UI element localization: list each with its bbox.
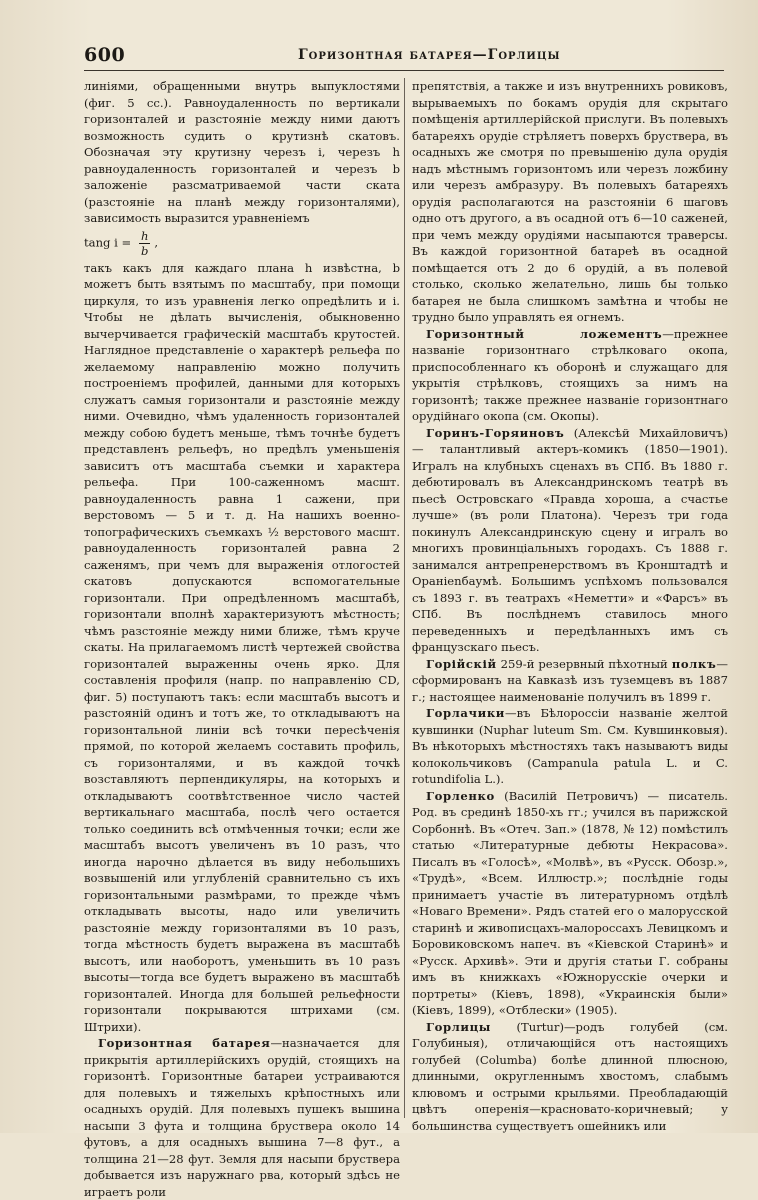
- left-paragraph-2: такъ какъ для каждаго плана h извѣстна, b можетъ быть взятымъ по масштабу, при помощи циркуля, то изъ уравненія легко опредѣлить и i. Чтобы не дѣлать вычисленія, обыкновенно вычерчивается графическій масштабъ крутостей. Наглядное представленіе о характерѣ рельефа по желаемому направленію можно получить построеніемъ профилей, данными для которыхъ служатъ самыя горизонтали и разстояніе между ними. Очевидно, чѣмъ удаленность горизонталей между собою будетъ меньше, тѣмъ точнѣе будетъ представленъ рельефъ, но предѣлъ уменьшенія зависитъ отъ масштаба съемки и характера рельефа. При 100-саженномъ масшт. равноудаленность равна 1 сажени, при верстовомъ — 5 и т. д. На нашихъ военно-топографическихъ съемкахъ ½ верстового масшт. равноудаленность горизонталей равна 2 саженямъ, при чемъ для выраженія отлогостей скатовъ допускаются вспомогательные горизонтали. При опредѣленномъ масштабѣ, горизонтали вполнѣ характеризуютъ мѣстность; чѣмъ разстояніе между ними ближе, тѣмъ круче скаты. На прилагаемомъ листѣ чертежей свойства горизонталей выраженны очень ярко. Для составленія профиля (напр. по направленію CD, фиг. 5) поступаютъ такъ: если масштабъ высотъ и разстояній одинъ и тотъ же, то откладываютъ на горизонтальной линіи всѣ точки пересѣченія прямой, по которой желаемъ составить профиль, съ горизонталями, и въ каждой точкѣ возставляютъ перпендикуляры, на которыхъ и откладываютъ соотвѣтственное число частей вертикальнаго масштаба, послѣ чего остается только соединить всѣ отмѣченныя точки; если же масштабъ высотъ увеличенъ въ 10 разъ, что иногда нарочно дѣлается въ виду небольшихъ возвышеній или углубленій сравнительно съ ихъ горизонтальными размѣрами, то прежде чѣмъ откладывать высоты, надо или увеличить разстояніе между горизонталями въ 10 разъ, тогда мѣстность будетъ выражена въ масштабѣ высотъ, или наоборотъ, уменьшить въ 10 разъ высоты—тогда все будетъ выражено въ масштабѣ горизонталей. Иногда для большей рельефности горизонтали покрываются штрихами (см. Штрихи).: [84, 260, 400, 1034]
- page-header: [84, 44, 724, 68]
- formula-denominator: b: [140, 243, 149, 258]
- headword: Горленко: [426, 788, 495, 803]
- right-paragraph-1: препятствія, а также и изъ внутреннихъ ровиковъ, вырываемыхъ по бокамъ орудія для скрытаго помѣщенія артиллерійской прислуги. Въ полевыхъ батареяхъ орудіе стрѣляетъ поверхъ бруствера, въ осадныхъ же смотря по превышенію дула орудія надъ мѣстнымъ горизонтомъ или черезъ ложбину или черезъ амбразуру. Въ полевыхъ батареяхъ орудія располагаются на разстояніи 6 шаговъ одно отъ другого, а въ осадной отъ 6—10 саженей, при чемъ между орудіями насыпаются траверсы. Въ каждой горизонтной батареѣ въ осадной помѣщается отъ 2 до 6 орудій, а въ полевой столько, сколько желательно, лишь бы только батарея не была слишкомъ замѣтна и чтобы не трудно было управлять ея огнемъ.: [412, 79, 728, 324]
- headword: Горійскій: [426, 656, 497, 671]
- headword-2: полкъ: [671, 656, 717, 671]
- entry-body: (Алексѣй Михайловичъ) — талантливый актеръ-комикъ (1850—1901). Игралъ на клубныхъ сценахъ въ СПб. Въ 1880 г. дебютировалъ въ Александринскомъ театрѣ въ пьесѣ Островскаго «Правда хороша, а счастье лучше» (въ роли Платона). Черезъ три года покинулъ Александринскую сцену и игралъ во многихъ провинціальныхъ городахъ. Съ 1888 г. занимался антрепренерствомъ въ Кронштадтѣ и Оранienбаумѣ. Большимъ успѣхомъ пользовался съ 1893 г. въ театрахъ «Неметти» и «Фарсъ» въ СПб. Въ послѣднемъ ставилось много переведенныхъ и передѣланныхъ имъ съ французскаго пьесъ.: [412, 425, 728, 654]
- slope-formula: tang i = $\frac{h}{b}$ ,: [84, 228, 159, 258]
- entry-gorin-goryainov: [412, 425, 728, 656]
- header-rule: [84, 70, 724, 71]
- entry-gorlachiki: [412, 705, 728, 788]
- left-paragraph-1: линіями, обращенными внутрь выпуклостями (фиг. 5 cc.). Равноудаленность по вертикали горизонталей и разстояніе между ними даютъ возможность судить о крутизнѣ скатовъ. Обозначая эту крутизну черезъ i, черезъ h равноудаленность горизонталей и черезъ b заложеніе разсматриваемой части ската (разстояніе на планѣ между горизонталями), зависимость выразится уравненіемъ: [84, 79, 400, 225]
- entry-body: (Василій Петровичъ) — писатель. Род. въ срединѣ 1850-хъ гг.; учился въ парижской Сорбоннѣ. Въ «Отеч. Зап.» (1878, № 12) помѣстилъ статью «Литературные дебюты Некрасова». Писалъ въ «Голосѣ», «Молвѣ», въ «Русск. Обозр.», «Трудѣ», «Всем. Иллюстр.»; послѣдніе годы принимаетъ участіе въ литературномъ отдѣлѣ «Новаго Времени». Рядъ статей его о малорусской старинѣ и живописцахъ-малороссахъ Левицкомъ и Боровиковскомъ напеч. въ «Кіевской Старинѣ» и «Русск. Архивѣ». Эти и другія статьи Г. собраны имъ въ книжкахъ «Южнорусскіе очерки и портреты» (Кіевъ, 1898), «Украинскія были» (Кіевъ, 1899), «Отблески» (1905).: [412, 788, 728, 1017]
- formula-numerator: h: [140, 228, 149, 243]
- headword: Горизонтная батарея: [98, 1036, 271, 1050]
- entry-body: —въ Бѣлороссіи названіе желтой кувшинки (Nuphar luteum Sm. См. Кувшинковыя). Въ нѣкоторыхъ мѣстностяхъ такъ называютъ виды колокольчиковъ (Campanula patula L. и C. rotundifolia L.).: [412, 706, 728, 786]
- right-column: [412, 78, 728, 1133]
- headword: Горизонтный ложементъ: [426, 326, 663, 341]
- entry-gorlitsy: [412, 1019, 728, 1135]
- entry-body-2: —сформированъ на Кавказѣ изъ туземцевъ въ 1887 г.; настоящее наименованіе получилъ въ 1899 г.: [412, 656, 728, 704]
- headword: Горлицы: [426, 1019, 492, 1034]
- entry-body: —назначается для прикрытія артиллерійскихъ орудій, стоящихъ на горизонтѣ. Горизонтные батареи устраиваются для полевыхъ и тяжелыхъ крѣпостныхъ или осадныхъ орудій. Для полевыхъ пушекъ вышина насыпи 3 фута и толщина бруствера около 14 футовъ, а для осадныхъ вышина 7—8 фут., а толщина 21—28 фут. Земля для насыпи бруствера добывается изъ наружнаго рва, который здѣсь не играетъ роли: [84, 1036, 400, 1199]
- entry-body: (Turtur)—родъ голубей (см. Голубиныя), отличающійся отъ настоящихъ голубей (Columba) болѣе длинной плюсною, длинными, округленнымъ хвостомъ, слабымъ клювомъ и острыми крыльями. Преобладающій цвѣтъ оперенія—красновато-коричневый; у большинства существуетъ ошейникъ или: [412, 1019, 728, 1133]
- page-number: 600: [84, 44, 126, 66]
- formula-lhs: tang i =: [84, 235, 132, 249]
- entry-body: —прежнее названіе горизонтнаго стрѣлковаго окопа, приспособленнаго къ оборонѣ и служащаго для укрытія стрѣлковъ, стоящихъ за нимъ на горизонтѣ; также прежнее названіе горизонтнаго орудійнаго окопа (см. Окопы).: [412, 326, 728, 423]
- entry-gorizontny-lozhement: [412, 326, 728, 425]
- left-column: [84, 78, 400, 1199]
- headword: Горинъ-Горяиновъ: [426, 425, 565, 440]
- entry-body: 259-й резервный пѣхотный: [496, 656, 672, 671]
- entry-gorizontnaya-batareya: [84, 1035, 400, 1200]
- headword: Горлачики: [426, 706, 505, 720]
- running-head: Горизонтная батарея—Горлицы: [298, 47, 561, 63]
- entry-gorlenko: [412, 788, 728, 1019]
- entry-goriysky-polk: [412, 656, 728, 706]
- formula-fraction: [139, 229, 150, 258]
- column-divider: [404, 78, 405, 1118]
